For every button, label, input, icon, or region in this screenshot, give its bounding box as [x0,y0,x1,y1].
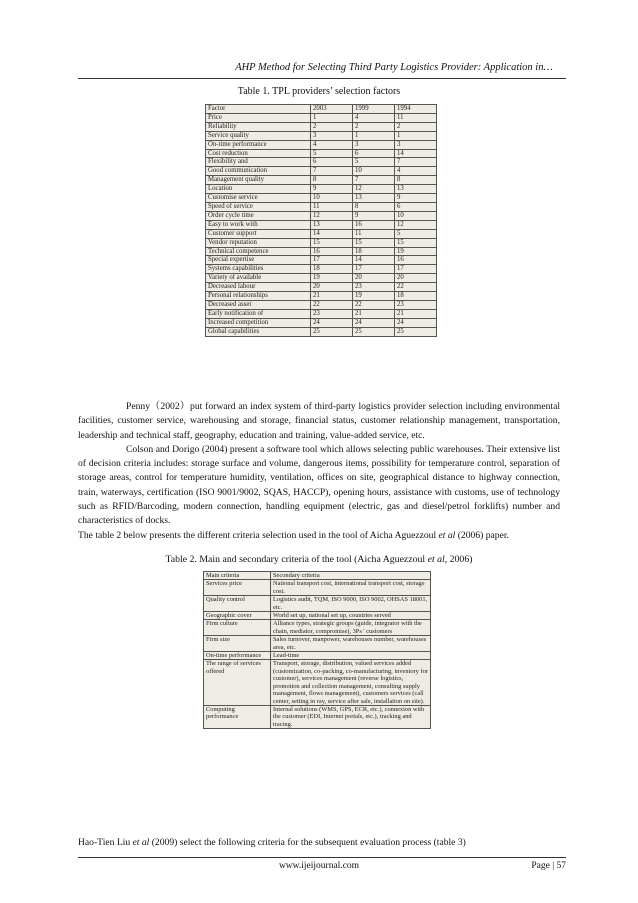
table2-cell: Quality control [204,596,271,612]
footer-url: www.ijeijournal.com [278,861,360,871]
table1-cell: 10 [311,194,353,203]
table1-cell: 11 [353,229,395,238]
paragraph-colson: Colson and Dorigo (2004) present a software tool which allows selecting public warehouses. Their extensive list of decision criteria includes: storage surface and volume, dangerous items, possibility for temperature control, separation of storage areas, control for temperature humidity, ventilation, offices on site, geographical distance to highway connection, train, waterways, certification (ISO 9001/9002, SQAS, HACCP), opening hours, assistance with customs, use of technology such as RFID/Barcoding, modern connection, handling equipment (electric, gas and diesel/petrol forklifts) number and characteristics of docks. [78,443,560,527]
table1-column-header: 2003 [311,105,353,114]
table1-row [206,256,437,265]
table1-cell: 6 [353,149,395,158]
table1-cell: Decreased asset [206,300,311,309]
table1-cell: 7 [353,176,395,185]
page-number: Page | 57 [531,861,566,871]
table1-cell: 15 [395,238,437,247]
table1-cell: Decreased labour [206,283,311,292]
table1-row [206,131,437,140]
table1-cell: 12 [353,185,395,194]
table1-row [206,274,437,283]
table1-cell: Systems capabilities [206,265,311,274]
table1-row [206,185,437,194]
table1-cell: Speed of service [206,202,311,211]
table1-row [206,220,437,229]
table1-cell: 3 [353,140,395,149]
table2-cell: Alliance types, strategic groups (guide, integrator with the chain, mediator, compromise), 3Ps ' customers [271,620,431,636]
table1-cell: Location [206,185,311,194]
table1-cell: 23 [353,283,395,292]
table1-row [206,149,437,158]
table1-row [206,167,437,176]
table1-cell: 14 [395,149,437,158]
table1-cell: 4 [395,167,437,176]
table1-row [206,211,437,220]
table1-cell: Flexibility and [206,158,311,167]
table1-cell: 13 [353,194,395,203]
table1-cell: Management quality [206,176,311,185]
table2-row [204,705,431,728]
table1-cell: Variety of available [206,274,311,283]
table1-cell: 6 [395,202,437,211]
table1-cell: 17 [311,256,353,265]
paragraph-table2-intro: The table 2 below presents the different criteria selection used in the tool of Aicha Aguezzoul et al (2006) paper. [78,529,509,541]
table1 [205,104,437,337]
table2 [203,571,431,729]
table1-row [206,247,437,256]
table1-cell: 1 [353,131,395,140]
header-rule [78,78,566,79]
table1-cell: Good communication [206,167,311,176]
table1-row [206,309,437,318]
table1-cell: 1 [311,113,353,122]
footer-rule [78,857,566,858]
table1-cell: 8 [395,176,437,185]
paragraph-penny: Penny（2002）put forward an index system of third-party logistics provider selection including environmental facilities, customer service, warehousing and storage, financial status, customer relationship management, transportation, leadership and technical staff, geography, education and training, value-added service, etc. [78,401,560,441]
table2-row [204,636,431,652]
table1-cell: 7 [311,167,353,176]
table1-cell: 22 [395,283,437,292]
table1-row [206,202,437,211]
table1-cell: 3 [395,140,437,149]
table1-header-row [206,105,437,114]
table2-header-row [204,572,431,580]
table1-cell: 24 [395,318,437,327]
table1-cell: Cost reduction [206,149,311,158]
table1-cell: 24 [353,318,395,327]
table1-row [206,140,437,149]
table1-row [206,194,437,203]
table1-cell: 11 [395,113,437,122]
table1-cell: 13 [395,185,437,194]
table2-row [204,620,431,636]
table2-cell: On-time performance [204,652,271,660]
table1-row [206,292,437,301]
table1-cell: 18 [395,292,437,301]
table1-row [206,300,437,309]
table1-cell: 7 [395,158,437,167]
table1-cell: Global capabilities [206,327,311,336]
table1-cell: 2 [353,122,395,131]
table1-cell: 14 [311,229,353,238]
table1-cell: 10 [353,167,395,176]
running-header: AHP Method for Selecting Third Party Logistics Provider: Application in… [235,62,553,73]
table1-cell: 11 [311,202,353,211]
table2-column-header: Secondary criteria [271,572,431,580]
table2-cell: Firm culture [204,620,271,636]
table1-cell: Order cycle time [206,211,311,220]
table2-row [204,580,431,596]
closing-line: Hao-Tien Liu et al (2009) select the following criteria for the subsequent evaluation process (table 3) [78,837,466,848]
table1-cell: 21 [353,309,395,318]
table1-cell: 2 [311,122,353,131]
table1-cell: 12 [395,220,437,229]
table2-cell: World set up, national set up, countries served [271,612,431,620]
table2-cell: Firm size [204,636,271,652]
table1-cell: 22 [311,300,353,309]
table1-cell: 15 [311,238,353,247]
table1-row [206,283,437,292]
table1-cell: 21 [311,292,353,301]
table1-cell: 25 [311,327,353,336]
table1-cell: 6 [311,158,353,167]
table1-cell: 16 [311,247,353,256]
table1-cell: 14 [353,256,395,265]
table1-cell: 23 [311,309,353,318]
table2-cell: Lead-time [271,652,431,660]
table1-cell: Customise service [206,194,311,203]
table1-cell: 2 [395,122,437,131]
table1-cell: On-time performance [206,140,311,149]
table1-cell: 9 [311,185,353,194]
table1-cell: 19 [395,247,437,256]
table1-cell: 19 [311,274,353,283]
table1-cell: 20 [311,283,353,292]
table1-cell: 23 [395,300,437,309]
table1-cell: Vendor reputation [206,238,311,247]
table1-cell: 12 [311,211,353,220]
table1-column-header: 1994 [395,105,437,114]
table1-row [206,176,437,185]
table1-cell: 8 [311,176,353,185]
table2-column-header: Main criteria [204,572,271,580]
table1-cell: Price [206,113,311,122]
table2-cell: Geographic cover [204,612,271,620]
table2-cell: Transport, storage, distribution, valued services added (customization, co-packing, co-manufacturing, inventory for customer), services management (reverse logistics, promotion and collection management, consulting supply management, flows management), customers services (call center, setting in ray, service after sale, installation on site). [271,660,431,705]
table1-row [206,113,437,122]
table1-cell: Increased competition [206,318,311,327]
table1-cell: Easy to work with [206,220,311,229]
table2-cell: National transport cost, international transport cost, storage cost. [271,580,431,596]
table1-row [206,122,437,131]
table2-cell: Services price [204,580,271,596]
table1-column-header: Factor [206,105,311,114]
table1-cell: 1 [395,131,437,140]
table1-cell: 13 [311,220,353,229]
table1-cell: 20 [395,274,437,283]
table1-caption: Table 1. TPL providers’ selection factors [237,86,401,97]
table1-cell: 21 [395,309,437,318]
table1-column-header: 1999 [353,105,395,114]
table1-cell: Personal relationships [206,292,311,301]
table1-row [206,158,437,167]
table2-caption: Table 2. Main and secondary criteria of the tool (Aicha Aguezzoul et al, 2006) [165,554,473,565]
table1-cell: 9 [395,194,437,203]
table1-row [206,229,437,238]
table1-cell: 19 [353,292,395,301]
table2-row [204,660,431,705]
table1-cell: 10 [395,211,437,220]
table1-cell: 5 [395,229,437,238]
table2-cell: Logistics audit, TQM, ISO 9000, ISO 9002, OHSAS 18001, etc. [271,596,431,612]
table1-cell: 5 [311,149,353,158]
table2-cell: Computing performance [204,705,271,728]
table1-cell: 17 [395,265,437,274]
table2-cell: The range of services offered [204,660,271,705]
table1-row [206,265,437,274]
table2-row [204,652,431,660]
table1-cell: 5 [353,158,395,167]
table2-row [204,596,431,612]
table2-row [204,612,431,620]
table1-cell: 16 [395,256,437,265]
table1-cell: Special expertise [206,256,311,265]
table1-cell: 18 [311,265,353,274]
body-paragraphs [78,400,560,543]
table1-cell: 25 [353,327,395,336]
table1-cell: 4 [311,140,353,149]
table2-cell: Internal solutions (WMS, GPS, ECR, etc.), connexion with the customer (EDI, Internet portals, etc.), tracking and tracing. [271,705,431,728]
table1-cell: Service quality [206,131,311,140]
table1-cell: 18 [353,247,395,256]
table1-cell: 3 [311,131,353,140]
table1-cell: 8 [353,202,395,211]
table1-cell: 15 [353,238,395,247]
table1-cell: 22 [353,300,395,309]
table1-row [206,238,437,247]
table1-cell: 24 [311,318,353,327]
table1-cell: 25 [395,327,437,336]
table1-row [206,327,437,336]
table1-cell: Customer support [206,229,311,238]
table1-cell: Technical competence [206,247,311,256]
table1-cell: 17 [353,265,395,274]
table1-row [206,318,437,327]
table1-cell: 16 [353,220,395,229]
table1-cell: 9 [353,211,395,220]
table1-cell: 4 [353,113,395,122]
table1-cell: Early notification of [206,309,311,318]
table2-cell: Sales turnover, manpower, warehouses number, warehouses area, etc. [271,636,431,652]
table1-cell: 20 [353,274,395,283]
table1-cell: Reliability [206,122,311,131]
